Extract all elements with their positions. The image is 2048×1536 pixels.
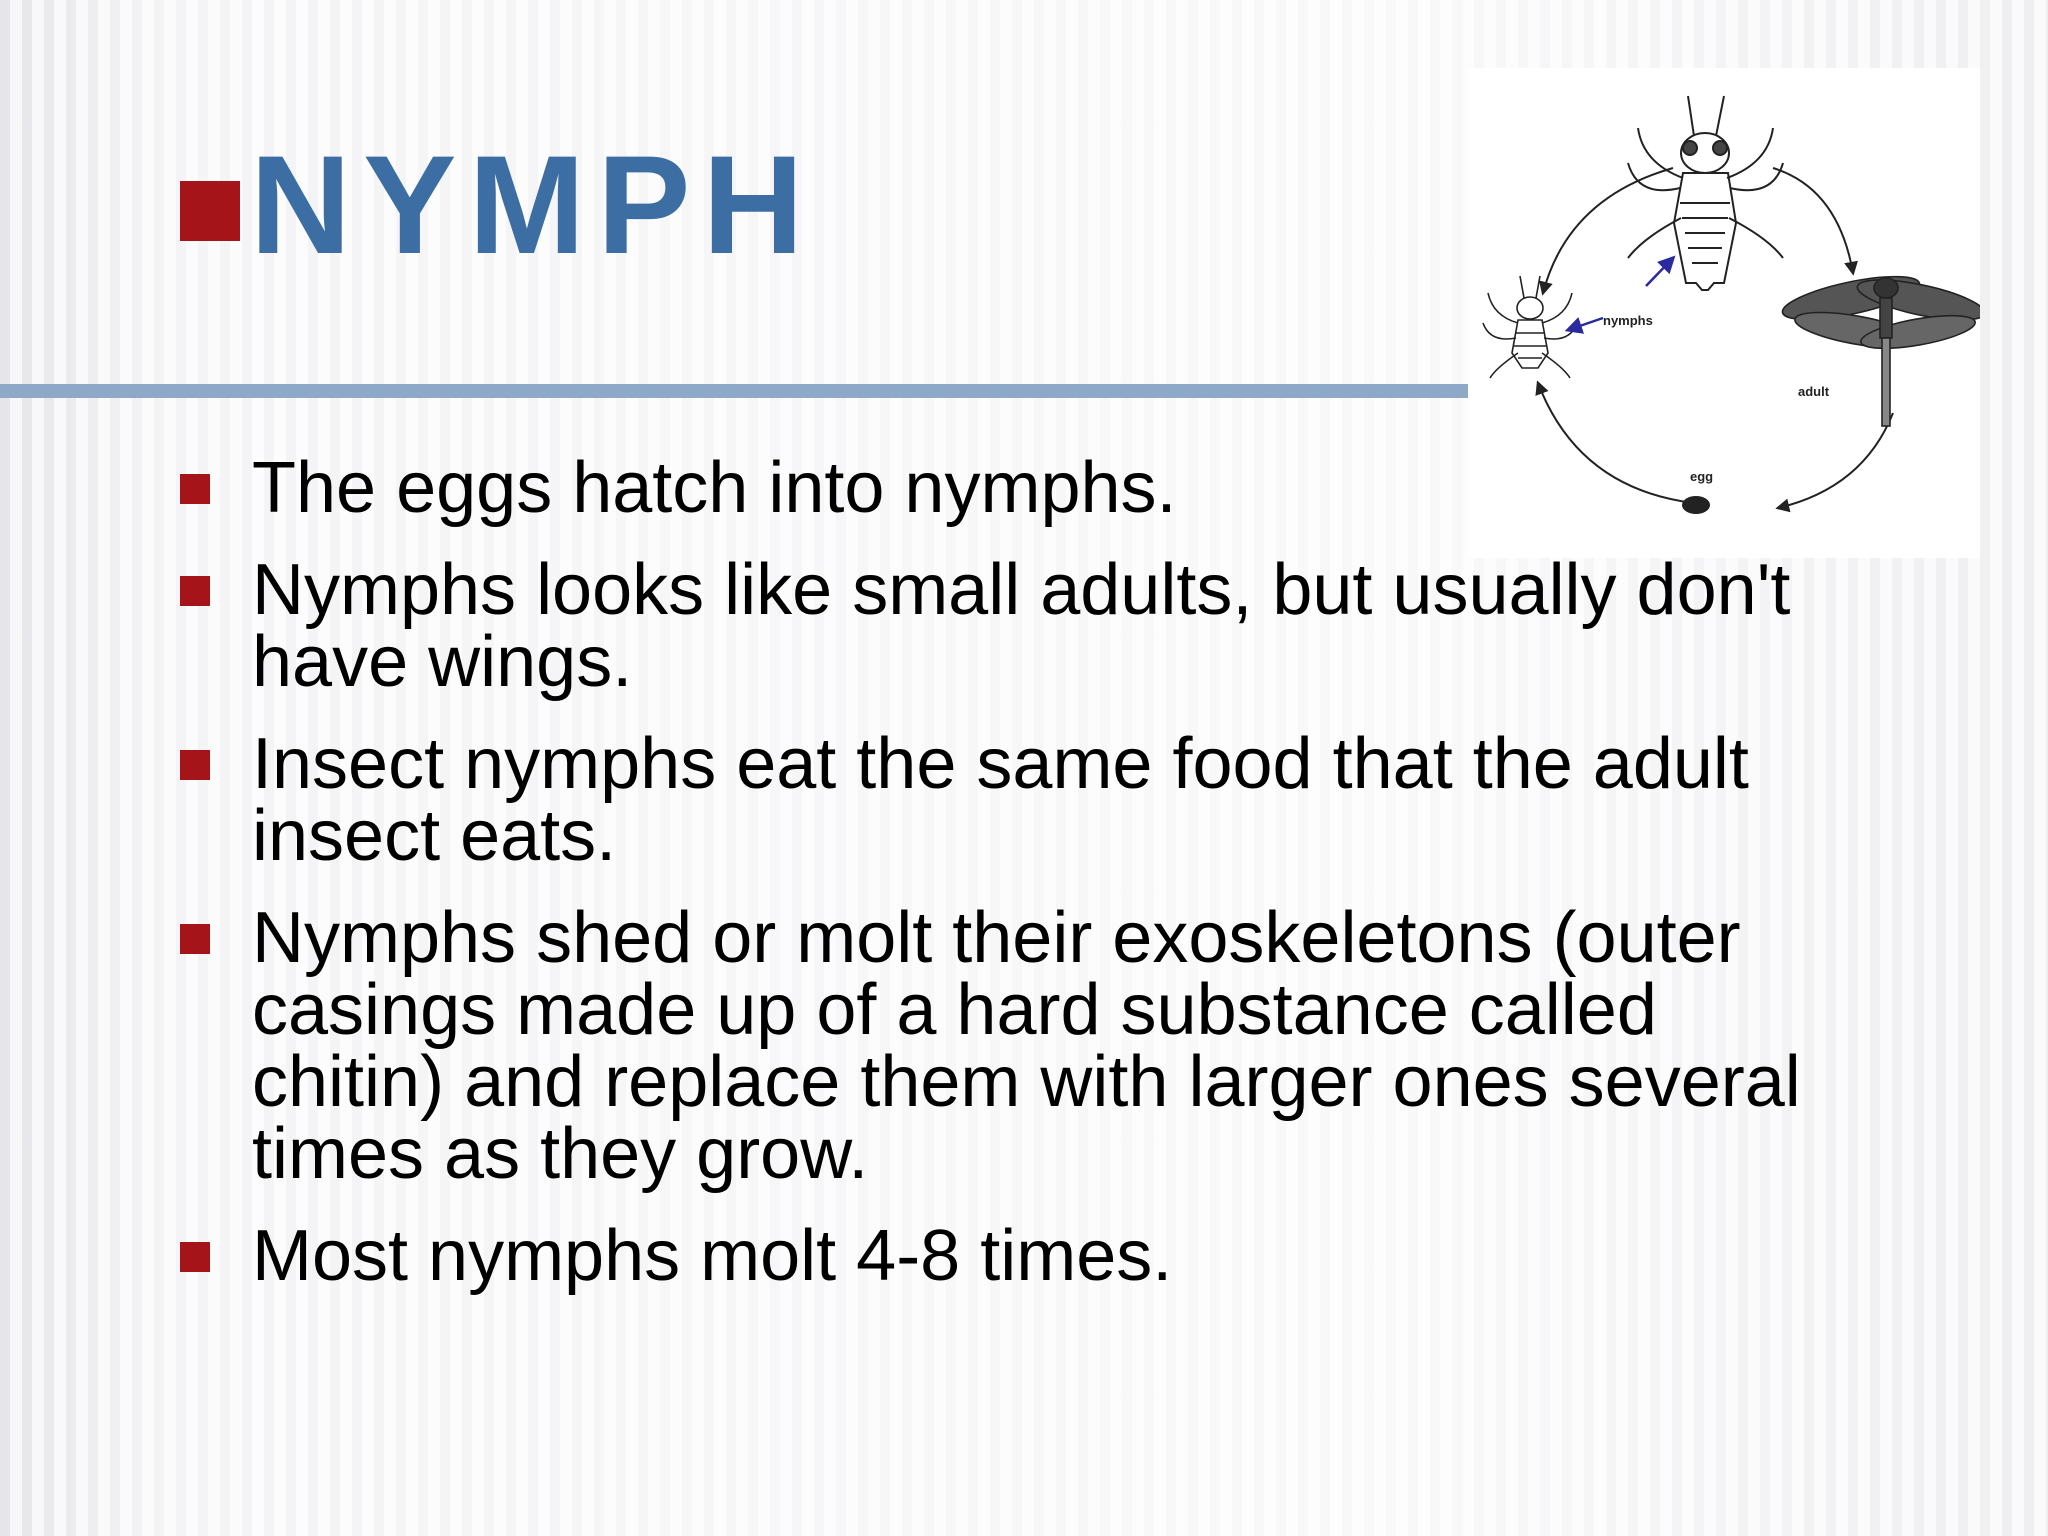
bullet-item: [176, 550, 1836, 702]
bullet-item: [176, 1216, 1836, 1296]
slide-title: [180, 126, 816, 283]
bullet-item: [176, 448, 1836, 528]
small-nymph-drawing: [1483, 276, 1577, 378]
bullet-text: Nymphs shed or molt their exoskeletons (outer casings made up of a hard substance called chitin) and replace them with larger ones several times as they grow.: [252, 898, 1801, 1194]
bullet-marker: [180, 1242, 210, 1272]
bullet-text: Insect nymphs eat the same food that the adult insect eats.: [252, 724, 1749, 876]
bullet-item: [176, 898, 1836, 1194]
title-text: NYMPH: [250, 126, 816, 283]
bullet-marker: [180, 750, 210, 780]
bullet-marker: [180, 924, 210, 954]
figure-label-egg: egg: [1690, 469, 1714, 484]
bullet-list: [176, 448, 1836, 1322]
figure-label-nymphs: nymphs: [1603, 313, 1653, 328]
title-divider: [0, 384, 1470, 398]
bullet-text: Most nymphs molt 4-8 times.: [252, 1216, 1173, 1296]
title-bullet-marker: [180, 181, 240, 241]
adult-dragonfly-drawing: [1779, 268, 1980, 426]
bullet-text: The eggs hatch into nymphs.: [252, 448, 1177, 528]
figure-label-adult: adult: [1798, 384, 1830, 399]
bullet-marker: [180, 474, 210, 504]
bullet-text: Nymphs looks like small adults, but usually don't have wings.: [252, 550, 1791, 702]
large-nymph-drawing: [1628, 96, 1783, 290]
bullet-item: [176, 724, 1836, 876]
bullet-marker: [180, 576, 210, 606]
